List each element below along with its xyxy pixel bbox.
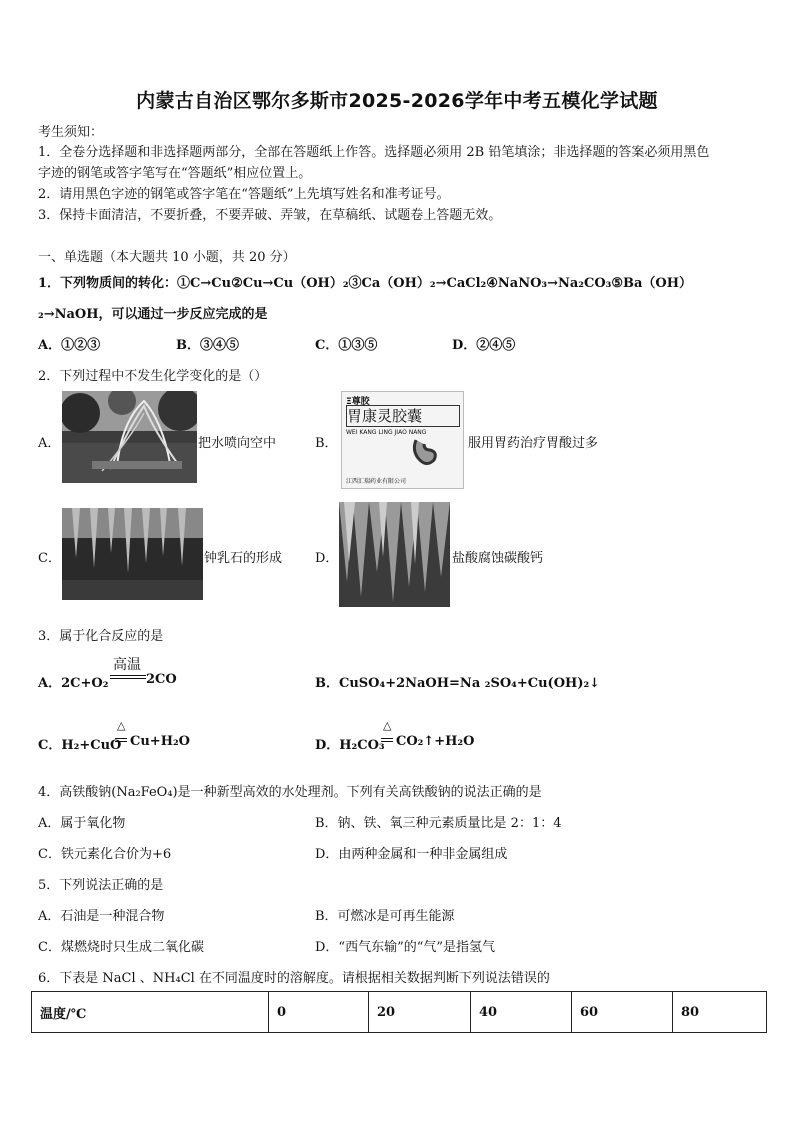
q5-option-b: B．可燃冰是可再生能源 [315,909,455,924]
q5-option-a: A．石油是一种混合物 [38,909,165,924]
q1-stem-line2: ₂→NaOH，可以通过一步反应完成的是 [38,307,268,322]
notice-heading: 考生须知： [38,125,104,140]
q2-stem: 2．下列过程中不发生化学变化的是（） [38,369,268,384]
equation-bar [115,741,127,742]
q3-a-condition: 高温 [113,657,141,673]
q4-stem: 4．高铁酸钠(Na₂FeO₄)是一种新型高效的水处理剂。下列有关高铁酸钠的说法正确的是 [38,785,542,800]
limestone-cave-image [339,502,450,607]
q1-option-a: A．①②③ [38,338,101,353]
q3-a-product: 2CO [146,672,177,687]
q1-option-c: C．①③⑤ [315,338,378,353]
q1-option-b: B．③④⑤ [176,338,239,353]
q1-stem-line1: 1．下列物质间的转化：①C→Cu②Cu→Cu（OH）₂③Ca（OH）₂→CaCl₂④NaNO₃→Na₂CO₃⑤Ba（OH） [38,276,693,291]
table-cell: 0 [269,992,369,1033]
q4-option-b: B．钠、铁、氧三种元素质量比是 2：1：4 [315,816,562,831]
box-brand: Ξ尊胶 [346,397,370,407]
equation-bar [381,738,393,739]
q2-option-b-text: 服用胃药治疗胃酸过多 [468,436,599,451]
q3-d-condition: △ [383,719,392,732]
table-cell: 60 [572,992,673,1033]
medicine-box-image [341,391,464,489]
q2-option-d-label: D． [315,551,339,566]
notice-line-2: 2．请用黑色字迹的钢笔或答字笔在“答题纸”上先填写姓名和准考证号。 [38,187,450,202]
table-cell: 80 [673,992,767,1033]
notice-line-3: 3．保持卡面清洁，不要折叠，不要弄破、弄皱，在草稿纸、试题卷上答题无效。 [38,208,502,223]
solubility-table [31,991,767,1033]
q3-c-product: Cu+H₂O [130,734,190,749]
box-title: 胃康灵胶囊 [346,405,460,427]
q2-option-a-text: 把水喷向空中 [198,436,277,451]
box-maker: 江西汇瑞药业有限公司 [346,478,407,485]
notice-line-1a: 1．全卷分选择题和非选择题两部分，全部在答题纸上作答。选择题必须用 2B 铅笔填涂；非选择题的答案必须用黑色 [38,145,710,160]
q6-stem: 6．下表是 NaCl 、NH₄Cl 在不同温度时的溶解度。请根据相关数据判断下列说法错误的 [38,971,550,986]
q4-option-d: D．由两种金属和一种非金属组成 [315,847,508,862]
q1-option-d: D．②④⑤ [452,338,516,353]
q5-option-d: D．“西气东输”的“气”是指氢气 [315,940,496,955]
equation-bar [110,678,146,679]
box-pinyin: WEI KANG LING JIAO NANG [346,429,427,436]
equation-bar [110,675,146,676]
notice-line-1b: 字迹的钢笔或答字笔写在“答题纸”相应位置上。 [38,166,312,181]
q2-option-b-label: B． [315,436,338,451]
q2-option-a-label: A． [38,436,61,451]
q2-option-d-text: 盐酸腐蚀碳酸钙 [452,551,544,566]
page-title: 内蒙古自治区鄂尔多斯市2025-2026学年中考五模化学试题 [136,90,658,112]
q3-option-a: A．2C+O₂ [38,676,109,691]
stalactite-cave-image [62,508,203,600]
q3-c-condition: △ [117,719,126,732]
q3-option-b: B．CuSO₄+2NaOH=Na ₂SO₄+Cu(OH)₂↓ [315,676,601,691]
q5-option-c: C．煤燃烧时只生成二氧化碳 [38,940,204,955]
q3-d-product: CO₂↑+H₂O [396,734,475,749]
table-cell: 40 [471,992,572,1033]
q3-stem: 3．属于化合反应的是 [38,629,164,644]
equation-bar [381,741,393,742]
table-cell: 20 [369,992,471,1033]
fountain-image [62,391,197,483]
q3-option-d: D．H₂CO₃ [315,738,385,753]
q2-option-c-label: C． [38,551,61,566]
q3-option-c: C．H₂+CuO [38,738,122,753]
stomach-icon [406,436,440,470]
q4-option-a: A．属于氧化物 [38,816,126,831]
table-cell: 温度/℃ [32,992,269,1033]
section-heading: 一、单选题（本大题共 10 小题，共 20 分） [38,250,296,265]
table-row [32,992,767,1033]
equation-bar [115,738,127,739]
q2-option-c-text: 钟乳石的形成 [204,551,283,566]
q5-stem: 5．下列说法正确的是 [38,878,164,893]
q4-option-c: C．铁元素化合价为+6 [38,847,172,862]
